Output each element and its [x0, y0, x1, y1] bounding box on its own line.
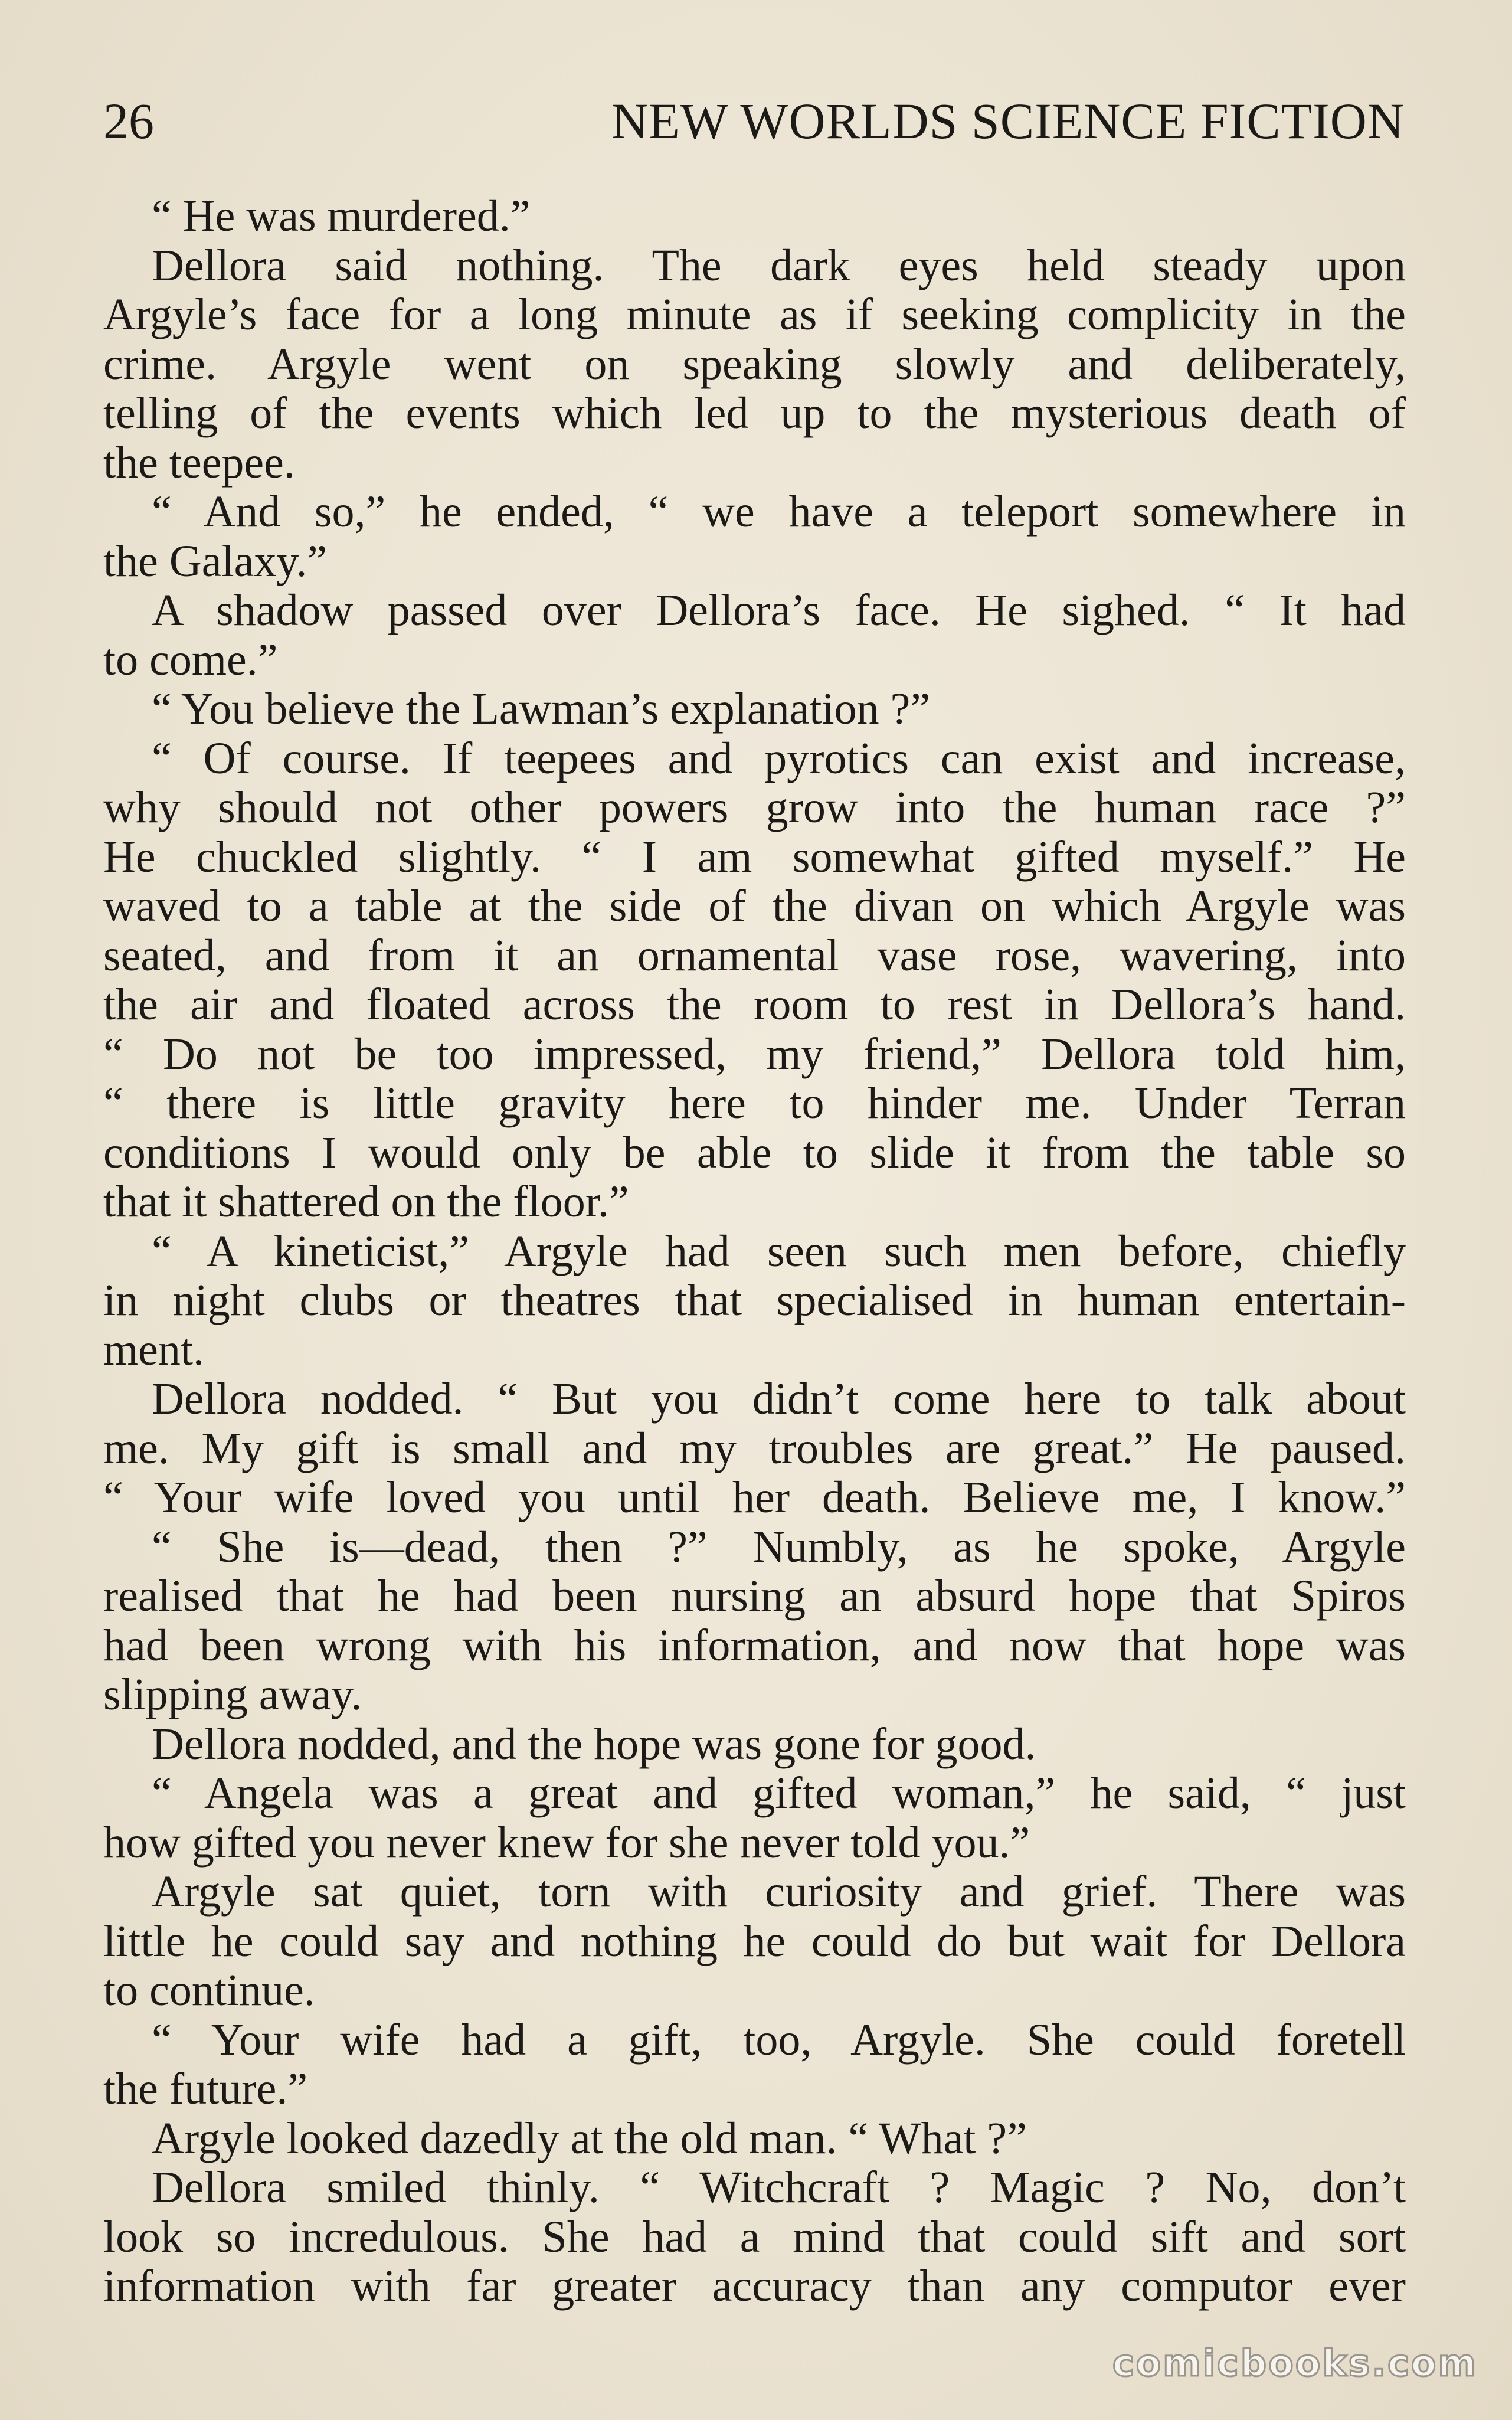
- text-line: realised that he had been nursing an absurd hope that Spiros: [103, 1571, 1406, 1621]
- text-line: to come.”: [103, 635, 278, 685]
- text-line: “ Do not be too impressed, my friend,” Dellora told him,: [103, 1029, 1406, 1079]
- running-title: NEW WORLDS SCIENCE FICTION: [611, 93, 1405, 149]
- text-line: the future.”: [103, 2064, 308, 2114]
- text-line: “ Of course. If teepees and pyrotics can exist and increase,: [152, 733, 1406, 783]
- text-line: slipping away.: [103, 1670, 362, 1719]
- text-line: Argyle looked dazedly at the old man. “ What ?”: [152, 2113, 1027, 2163]
- text-line: ment.: [103, 1325, 204, 1375]
- text-line: the air and floated across the room to rest in Dellora’s hand.: [103, 980, 1406, 1029]
- text-line: Dellora said nothing. The dark eyes held steady upon: [152, 240, 1406, 290]
- text-line: “ Your wife loved you until her death. Believe me, I know.”: [103, 1473, 1406, 1522]
- text-line: Dellora nodded. “ But you didn’t come here to talk about: [152, 1374, 1406, 1424]
- text-line: “ She is—dead, then ?” Numbly, as he spoke, Argyle: [152, 1522, 1406, 1572]
- text-line: “ Angela was a great and gifted woman,” he said, “ just: [152, 1768, 1406, 1818]
- text-line: conditions I would only be able to slide it from the table so: [103, 1127, 1406, 1178]
- text-line: to continue.: [103, 1966, 315, 2015]
- page-header: [103, 89, 1405, 153]
- text-line: “ And so,” he ended, “ we have a teleport somewhere in: [152, 487, 1406, 537]
- text-line: crime. Argyle went on speaking slowly and deliberately,: [103, 339, 1406, 389]
- text-line: A shadow passed over Dellora’s face. He sighed. “ It had: [152, 586, 1406, 635]
- text-line: that it shattered on the floor.”: [103, 1177, 629, 1227]
- text-line: “ there is little gravity here to hinder me. Under Terran: [103, 1078, 1406, 1128]
- page-number: 26: [103, 93, 154, 149]
- text-line: Argyle’s face for a long minute as if seeking complicity in the: [103, 290, 1406, 339]
- text-line: “ Your wife had a gift, too, Argyle. She could foretell: [152, 2015, 1406, 2065]
- text-line: information with far greater accuracy than any computor ever: [103, 2261, 1406, 2311]
- text-line: “ A kineticist,” Argyle had seen such men before, chiefly: [152, 1226, 1406, 1276]
- text-line: look so incredulous. She had a mind that could sift and sort: [103, 2212, 1406, 2262]
- text-line: seated, and from it an ornamental vase rose, wavering, into: [103, 930, 1406, 980]
- site-watermark: comicbooks.com: [1112, 2341, 1478, 2385]
- text-line: me. My gift is small and my troubles are great.” He paused.: [103, 1423, 1406, 1473]
- text-line: little he could say and nothing he could do but wait for Dellora: [103, 1916, 1406, 1966]
- text-line: waved to a table at the side of the divan on which Argyle was: [103, 881, 1406, 931]
- text-line: Argyle sat quiet, torn with curiosity and grief. There was: [152, 1867, 1406, 1917]
- text-line: in night clubs or theatres that specialised in human entertain-: [103, 1276, 1406, 1325]
- text-line: telling of the events which led up to the mysterious death of: [103, 388, 1406, 438]
- text-line: how gifted you never knew for she never told you.”: [103, 1817, 1030, 1868]
- text-line: He chuckled slightly. “ I am somewhat gifted myself.” He: [103, 832, 1406, 882]
- text-line: the teepee.: [103, 437, 295, 488]
- text-line: “ You believe the Lawman’s explanation ?”: [152, 684, 931, 734]
- story-text: [103, 192, 1406, 2311]
- text-line: why should not other powers grow into the human race ?”: [103, 783, 1406, 832]
- text-line: had been wrong with his information, and now that hope was: [103, 1620, 1406, 1670]
- text-line: the Galaxy.”: [103, 536, 328, 586]
- text-line: Dellora nodded, and the hope was gone for good.: [152, 1719, 1036, 1769]
- text-line: “ He was murdered.”: [152, 191, 531, 241]
- text-line: Dellora smiled thinly. “ Witchcraft ? Magic ? No, don’t: [152, 2163, 1406, 2212]
